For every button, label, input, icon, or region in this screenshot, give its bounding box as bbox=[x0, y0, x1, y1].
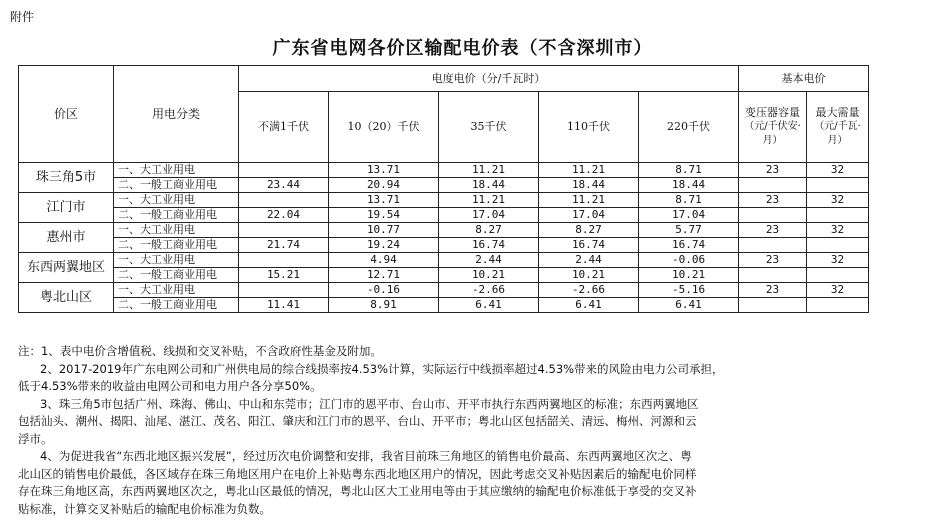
capacity-label: 变压器容量 bbox=[745, 106, 801, 119]
value-cell: 11.21 bbox=[539, 193, 639, 208]
table-row bbox=[19, 268, 869, 283]
header-voltage-10kv: 10（20）千伏 bbox=[329, 92, 439, 163]
value-cell: 18.44 bbox=[439, 178, 539, 193]
value-cell bbox=[239, 223, 329, 238]
note-2-cont: 低于4.53%带来的收益由电网公司和电力用户各分享50%。 bbox=[18, 379, 322, 393]
demand-cell: 32 bbox=[807, 283, 869, 298]
value-cell: 17.04 bbox=[539, 208, 639, 223]
category-cell: 一、大工业用电 bbox=[114, 163, 239, 178]
value-cell: 8.71 bbox=[639, 193, 739, 208]
document-title: 广东省电网各价区输配电价表（不含深圳市） bbox=[272, 38, 653, 59]
empty-cell bbox=[807, 178, 869, 193]
value-cell: 19.54 bbox=[329, 208, 439, 223]
table-row bbox=[19, 223, 869, 238]
table-row bbox=[19, 208, 869, 223]
value-cell: 6.41 bbox=[639, 298, 739, 313]
value-cell: 23.44 bbox=[239, 178, 329, 193]
table-row bbox=[19, 253, 869, 268]
value-cell: 16.74 bbox=[439, 238, 539, 253]
value-cell bbox=[239, 163, 329, 178]
header-voltage-220kv: 220千伏 bbox=[639, 92, 739, 163]
value-cell: -2.66 bbox=[439, 283, 539, 298]
table-row bbox=[19, 193, 869, 208]
value-cell: 8.27 bbox=[439, 223, 539, 238]
header-voltage-110kv: 110千伏 bbox=[539, 92, 639, 163]
capacity-cell: 23 bbox=[739, 163, 807, 178]
value-cell: 11.41 bbox=[239, 298, 329, 313]
category-cell: 二、一般工商业用电 bbox=[114, 238, 239, 253]
capacity-cell: 23 bbox=[739, 193, 807, 208]
table-row bbox=[19, 163, 869, 178]
header-category: 用电分类 bbox=[114, 66, 239, 163]
value-cell: 17.04 bbox=[439, 208, 539, 223]
value-cell: 10.21 bbox=[639, 268, 739, 283]
capacity-unit: （元/千伏安·月） bbox=[744, 121, 801, 146]
empty-cell bbox=[739, 178, 807, 193]
value-cell: 21.74 bbox=[239, 238, 329, 253]
capacity-cell: 23 bbox=[739, 283, 807, 298]
value-cell: 18.44 bbox=[539, 178, 639, 193]
note-3-cont: 浮市。 bbox=[18, 431, 53, 446]
category-cell: 一、大工业用电 bbox=[114, 193, 239, 208]
value-cell: 16.74 bbox=[539, 238, 639, 253]
category-cell: 二、一般工商业用电 bbox=[114, 268, 239, 283]
value-cell: 8.71 bbox=[639, 163, 739, 178]
category-cell: 二、一般工商业用电 bbox=[114, 208, 239, 223]
capacity-cell: 23 bbox=[739, 253, 807, 268]
demand-cell: 32 bbox=[807, 253, 869, 268]
value-cell: -0.06 bbox=[639, 253, 739, 268]
note-4: 4、为促进我省“东西北地区振兴发展”，经过历次电价调整和安排，我省目前珠三角地区的销售电价最高、东西两翼地区次之、粤 bbox=[40, 449, 692, 463]
note-4-cont: 北山区的销售电价最低，各区域存在珠三角地区用户在电价上补贴粤东西北地区用户的情况，因此考虑交叉补贴因素后的输配电价同样 bbox=[18, 466, 697, 481]
value-cell: -2.66 bbox=[539, 283, 639, 298]
value-cell: -5.16 bbox=[639, 283, 739, 298]
category-cell: 一、大工业用电 bbox=[114, 223, 239, 238]
empty-cell bbox=[739, 268, 807, 283]
header-basic-price: 基本电价 bbox=[739, 66, 869, 92]
empty-cell bbox=[739, 298, 807, 313]
value-cell: 10.77 bbox=[329, 223, 439, 238]
value-cell: 6.41 bbox=[439, 298, 539, 313]
note-2: 2、2017-2019年广东电网公司和广州供电局的综合线损率按4.53%计算，实际运行中线损率超过4.53%带来的风险由电力公司承担， bbox=[40, 361, 724, 376]
value-cell: 15.21 bbox=[239, 268, 329, 283]
header-max-demand bbox=[807, 92, 869, 163]
demand-cell: 32 bbox=[807, 193, 869, 208]
notes-section bbox=[18, 343, 898, 518]
note-3-cont: 包括汕头、潮州、揭阳、汕尾、湛江、茂名、阳江、肇庆和江门市的恩平、台山、开平市；粤北山区包括韶关、清远、梅州、河源和云 bbox=[18, 414, 697, 428]
header-transformer-capacity bbox=[739, 92, 807, 163]
note-1: 注：1、表中电价含增值税、线损和交叉补贴，不含政府性基金及附加。 bbox=[18, 344, 382, 358]
value-cell: 10.21 bbox=[439, 268, 539, 283]
table-row bbox=[19, 298, 869, 313]
value-cell bbox=[239, 253, 329, 268]
value-cell: 2.44 bbox=[439, 253, 539, 268]
demand-unit: （元/千瓦·月） bbox=[814, 121, 861, 146]
header-energy-price: 电度电价（分/千瓦时） bbox=[239, 66, 739, 92]
value-cell: 8.27 bbox=[539, 223, 639, 238]
value-cell: 11.21 bbox=[439, 193, 539, 208]
header-region: 价区 bbox=[19, 66, 114, 163]
value-cell: 18.44 bbox=[639, 178, 739, 193]
note-4-cont: 存在珠三角地区高，东西两翼地区次之，粤北山区最低的情况，粤北山区大工业用电等由于其应缴纳的输配电价标准低于享受的交叉补 bbox=[18, 484, 697, 498]
region-cell: 惠州市 bbox=[19, 223, 114, 253]
note-3: 3、珠三角5市包括广州、珠海、佛山、中山和东莞市；江门市的恩平市、台山市、开平市执行东西两翼地区的标准；东西两翼地区 bbox=[40, 396, 699, 411]
attachment-label: 附件 bbox=[10, 10, 35, 24]
capacity-cell: 23 bbox=[739, 223, 807, 238]
category-cell: 一、大工业用电 bbox=[114, 283, 239, 298]
empty-cell bbox=[807, 238, 869, 253]
value-cell: 17.04 bbox=[639, 208, 739, 223]
header-voltage-lt1kv: 不满1千伏 bbox=[239, 92, 329, 163]
table-row bbox=[19, 178, 869, 193]
demand-cell: 32 bbox=[807, 163, 869, 178]
category-cell: 一、大工业用电 bbox=[114, 253, 239, 268]
table-row bbox=[19, 283, 869, 298]
empty-cell bbox=[739, 238, 807, 253]
region-cell: 东西两翼地区 bbox=[19, 253, 114, 283]
category-cell: 二、一般工商业用电 bbox=[114, 178, 239, 193]
note-4-cont: 贴标准，计算交叉补贴后的输配电价标准为负数。 bbox=[18, 501, 271, 516]
tariff-table bbox=[18, 65, 869, 313]
table-row bbox=[19, 238, 869, 253]
value-cell: 2.44 bbox=[539, 253, 639, 268]
region-cell: 珠三角5市 bbox=[19, 163, 114, 193]
demand-label: 最大需量 bbox=[815, 106, 860, 119]
value-cell: 12.71 bbox=[329, 268, 439, 283]
value-cell: 19.24 bbox=[329, 238, 439, 253]
value-cell: 13.71 bbox=[329, 193, 439, 208]
value-cell: 10.21 bbox=[539, 268, 639, 283]
demand-cell: 32 bbox=[807, 223, 869, 238]
value-cell: 11.21 bbox=[439, 163, 539, 178]
value-cell bbox=[239, 193, 329, 208]
empty-cell bbox=[807, 298, 869, 313]
value-cell: 11.21 bbox=[539, 163, 639, 178]
category-cell: 二、一般工商业用电 bbox=[114, 298, 239, 313]
region-cell: 江门市 bbox=[19, 193, 114, 223]
header-voltage-35kv: 35千伏 bbox=[439, 92, 539, 163]
empty-cell bbox=[807, 268, 869, 283]
value-cell: 6.41 bbox=[539, 298, 639, 313]
value-cell: 5.77 bbox=[639, 223, 739, 238]
empty-cell bbox=[739, 208, 807, 223]
value-cell bbox=[239, 283, 329, 298]
empty-cell bbox=[807, 208, 869, 223]
value-cell: 16.74 bbox=[639, 238, 739, 253]
value-cell: -0.16 bbox=[329, 283, 439, 298]
value-cell: 22.04 bbox=[239, 208, 329, 223]
value-cell: 20.94 bbox=[329, 178, 439, 193]
value-cell: 4.94 bbox=[329, 253, 439, 268]
value-cell: 13.71 bbox=[329, 163, 439, 178]
value-cell: 8.91 bbox=[329, 298, 439, 313]
region-cell: 粤北山区 bbox=[19, 283, 114, 313]
